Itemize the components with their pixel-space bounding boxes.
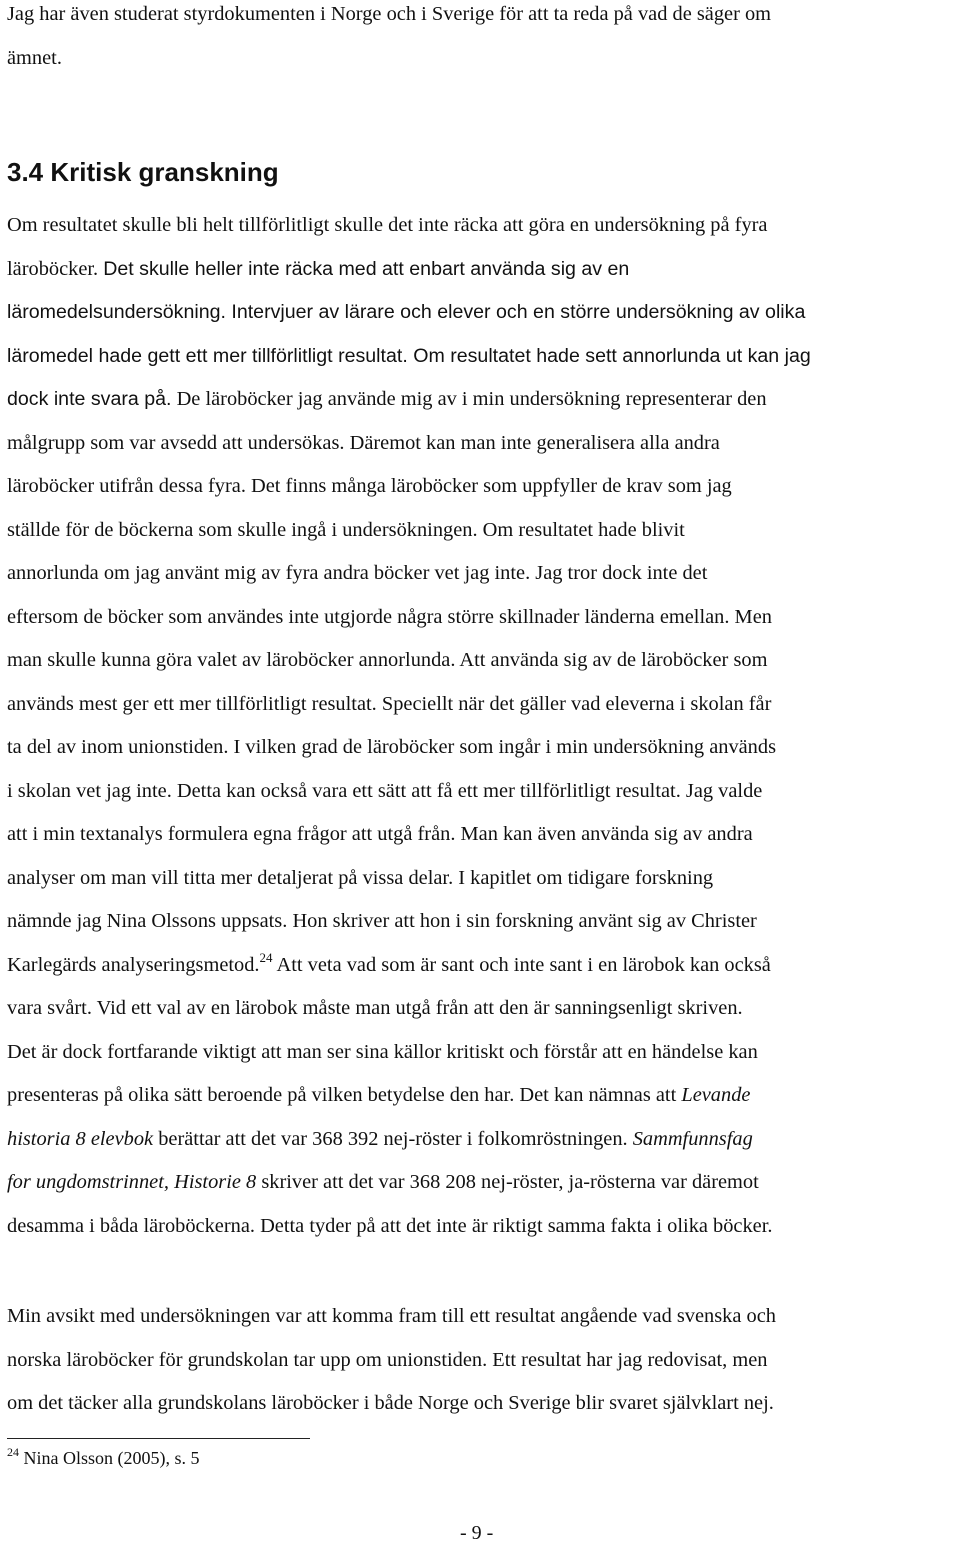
text-line bbox=[7, 1161, 811, 1205]
text-line: vara svårt. Vid ett val av en lärobok måste man utgå från att den är sanningsenligt skriven. bbox=[7, 997, 743, 1019]
text-run: dock inte svara på. bbox=[7, 388, 172, 410]
footnote bbox=[7, 1446, 200, 1470]
text-line: läroböcker utifrån dessa fyra. Det finns många läroböcker som uppfyller de krav som jag bbox=[7, 475, 732, 497]
text-run: presenteras på olika sätt beroende på vilken betydelse den har. Det kan nämnas att bbox=[7, 1084, 682, 1106]
text-line bbox=[7, 248, 811, 292]
text-line: Det är dock fortfarande viktigt att man ser sina källor kritiskt och förstår att en händelse kan bbox=[7, 1040, 758, 1063]
text-run: Intervjuer av lärare och elever och en större undersökning av olika bbox=[225, 301, 806, 323]
text-run: Karlegärds analyseringsmetod. bbox=[7, 953, 260, 976]
text-line: analyser om man vill titta mer detaljerat på vissa delar. I kapitlet om tidigare forskning bbox=[7, 866, 714, 889]
book-title: for ungdomstrinnet, Historie 8 bbox=[7, 1171, 257, 1193]
text-line bbox=[7, 291, 811, 335]
text-line bbox=[7, 1118, 811, 1162]
footnote-separator bbox=[7, 1438, 310, 1439]
text-line: man skulle kunna göra valet av läroböcker annorlunda. Att använda sig av de läroböcker som bbox=[7, 649, 768, 671]
text-line: målgrupp som var avsedd att undersökas. Däremot kan man inte generalisera alla andra bbox=[7, 431, 720, 454]
text-line: ta del av inom unionstiden. I vilken grad de läroböcker som ingår i min undersökning används bbox=[7, 736, 777, 758]
text-run: berättar att det var 368 392 nej-röster i folkomröstningen. bbox=[153, 1127, 633, 1150]
critical-review-paragraph bbox=[7, 204, 811, 1248]
footnote-number: 24 bbox=[7, 1445, 19, 1459]
text-line: i skolan vet jag inte. Detta kan också vara ett sätt att få ett mer tillförlitligt resultat. Jag valde bbox=[7, 779, 763, 802]
text-run: läromedel hade gett ett mer tillförlitligt resultat. bbox=[7, 344, 408, 367]
text-line bbox=[7, 378, 811, 422]
text-line: används mest ger ett mer tillförlitligt resultat. Speciellt när det gäller vad eleverna i skolan får bbox=[7, 692, 772, 715]
page-number: - 9 - bbox=[460, 1522, 494, 1544]
text-run: läroböcker. bbox=[7, 257, 104, 280]
closing-paragraph bbox=[7, 1295, 776, 1426]
text-line bbox=[7, 335, 811, 379]
text-run: De läroböcker jag använde mig av i min undersökning representerar den bbox=[171, 388, 767, 410]
intro-paragraph bbox=[7, 0, 771, 80]
text-line: norska läroböcker för grundskolan tar upp om unionstiden. Ett resultat har jag redovisat, men bbox=[7, 1348, 768, 1371]
text-line: Om resultatet skulle bli helt tillförlitligt skulle det inte räcka att göra en undersökning på fyra bbox=[7, 214, 768, 236]
section-heading: 3.4 Kritisk granskning bbox=[7, 157, 279, 187]
text-line: Jag har även studerat styrdokumenten i Norge och i Sverige för att ta reda på vad de säger om bbox=[7, 3, 772, 25]
book-title: Levande bbox=[681, 1084, 751, 1106]
text-run: Om resultatet hade sett annorlunda ut kan jag bbox=[407, 344, 811, 367]
text-line: desamma i båda läroböckerna. Detta tyder på att det inte är riktigt samma fakta i olika böcker. bbox=[7, 1214, 773, 1237]
text-run: skriver att det var 368 208 nej-röster, ja-rösterna var däremot bbox=[256, 1171, 759, 1193]
footnote-text: Nina Olsson (2005), s. 5 bbox=[19, 1448, 200, 1468]
text-line: Min avsikt med undersökningen var att komma fram till ett resultat angående vad svenska och bbox=[7, 1305, 776, 1327]
text-line bbox=[7, 944, 811, 988]
text-line: om det täcker alla grundskolans läroböcker i både Norge och Sverige blir svaret självklart nej. bbox=[7, 1392, 774, 1414]
text-line: ämnet. bbox=[7, 46, 62, 69]
text-run: Det skulle heller inte räcka med att enbart använda sig av en bbox=[103, 257, 630, 280]
text-line: nämnde jag Nina Olssons uppsats. Hon skriver att hon i sin forskning använt sig av Christer bbox=[7, 910, 757, 932]
text-line: annorlunda om jag använt mig av fyra andra böcker vet jag inte. Jag tror dock inte det bbox=[7, 562, 708, 584]
footnote-reference[interactable]: 24 bbox=[259, 949, 273, 965]
book-title: Sammfunnsfag bbox=[632, 1127, 753, 1150]
text-line bbox=[7, 1074, 811, 1118]
text-line: ställde för de böckerna som skulle ingå i undersökningen. Om resultatet hade blivit bbox=[7, 518, 685, 541]
text-run: läromedelsundersökning. bbox=[7, 301, 226, 323]
text-run: Att veta vad som är sant och inte sant i en lärobok kan också bbox=[272, 953, 771, 976]
book-title: historia 8 elevbok bbox=[7, 1127, 154, 1150]
text-line: eftersom de böcker som användes inte utgjorde några större skillnader länderna emellan. Men bbox=[7, 605, 772, 628]
text-line: att i min textanalys formulera egna frågor att utgå från. Man kan även använda sig av andra bbox=[7, 823, 753, 845]
